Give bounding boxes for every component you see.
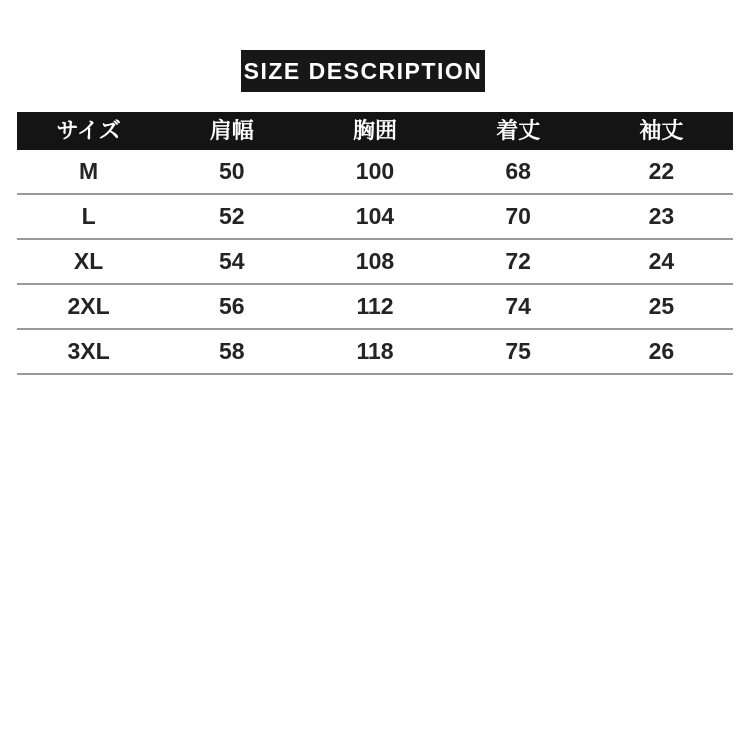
value-cell: 50 xyxy=(218,158,245,184)
size-cell: 2XL xyxy=(67,293,110,319)
value-cell: 72 xyxy=(505,248,531,274)
size-cell: M xyxy=(79,158,99,184)
value-cell: 112 xyxy=(356,293,394,319)
value-cell: 23 xyxy=(648,203,675,229)
value-cell: 74 xyxy=(505,293,531,319)
value-cell: 75 xyxy=(505,338,531,364)
value-cell: 24 xyxy=(648,248,675,274)
value-cell: 118 xyxy=(356,338,394,364)
table-row-3xl xyxy=(17,330,733,375)
value-cell: 100 xyxy=(355,158,395,184)
size-table-header-row xyxy=(17,112,733,150)
column-header-sleeve-length: 袖丈 xyxy=(639,118,684,143)
value-cell: 54 xyxy=(218,248,245,274)
column-header-chest: 胸囲 xyxy=(352,118,397,143)
table-row-m xyxy=(17,150,733,195)
value-cell: 56 xyxy=(218,293,245,319)
size-cell: 3XL xyxy=(67,338,110,364)
size-description-banner xyxy=(241,50,485,92)
table-row-2xl xyxy=(17,285,733,330)
value-cell: 108 xyxy=(355,248,395,274)
column-header-size: サイズ xyxy=(56,118,121,143)
value-cell: 58 xyxy=(218,338,245,364)
table-row-xl xyxy=(17,240,733,285)
size-description-title: SIZE DESCRIPTION xyxy=(243,57,483,84)
value-cell: 104 xyxy=(355,203,395,229)
size-table xyxy=(17,112,733,375)
value-cell: 25 xyxy=(648,293,675,319)
size-cell: L xyxy=(81,203,96,229)
column-header-length: 着丈 xyxy=(496,118,541,143)
value-cell: 22 xyxy=(648,158,675,184)
value-cell: 68 xyxy=(505,158,531,184)
value-cell: 52 xyxy=(218,203,245,229)
table-row-l xyxy=(17,195,733,240)
value-cell: 70 xyxy=(505,203,531,229)
size-cell: XL xyxy=(73,248,104,274)
column-header-shoulder-width: 肩幅 xyxy=(209,118,254,143)
value-cell: 26 xyxy=(648,338,675,364)
